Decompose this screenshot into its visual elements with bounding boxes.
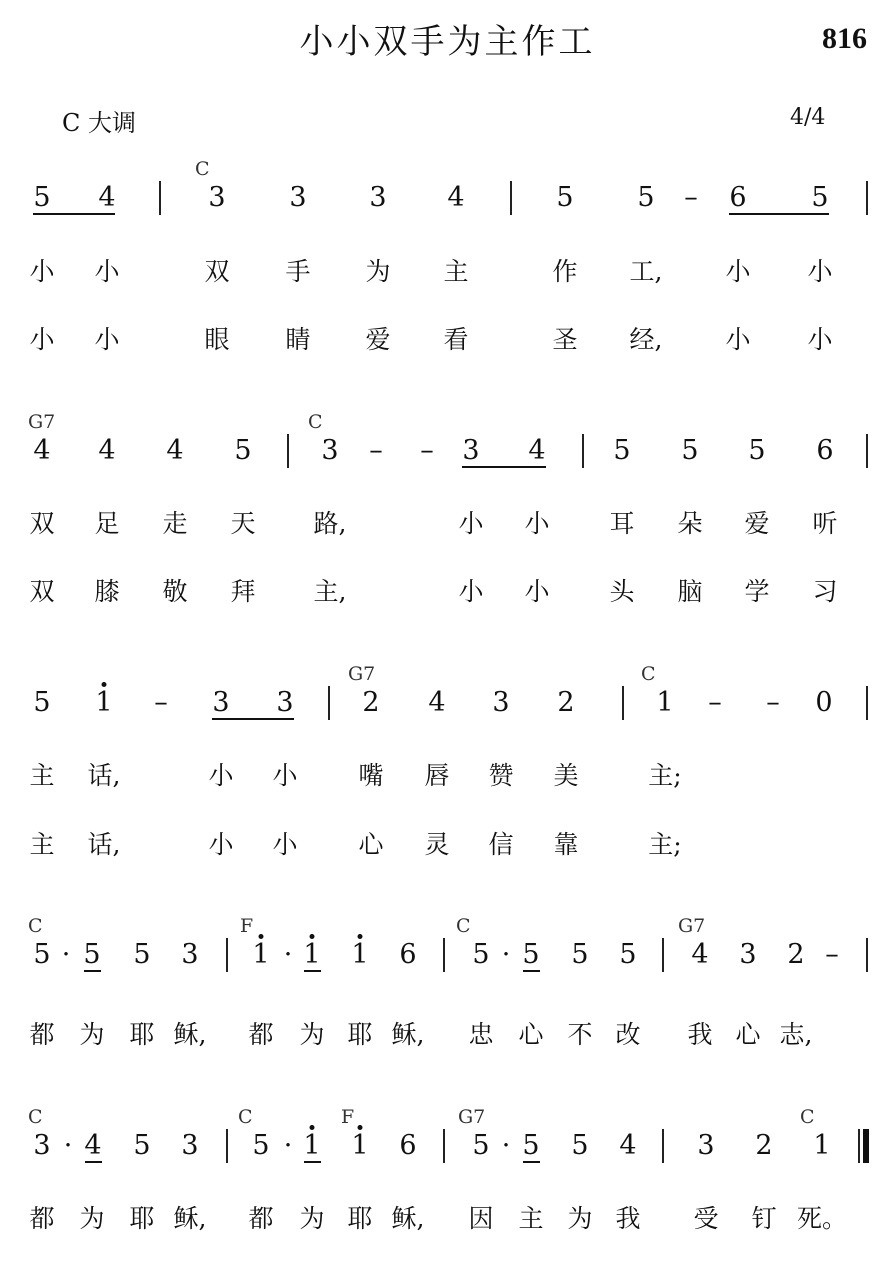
lyric-syllable: 敬 [162,577,188,606]
lyric-syllable: 都 [248,1020,274,1049]
lyric-syllable: 不 [567,1020,593,1049]
lyric-syllable: 志, [779,1020,813,1049]
note: 3 [369,182,387,213]
lyric-syllable: 主; [648,830,682,859]
beam-underline [523,1161,540,1163]
note: 1 [95,687,113,718]
barline [287,434,289,468]
lyric-syllable: 都 [29,1020,55,1049]
note: · [501,939,511,970]
lyric-syllable: 话, [87,761,121,790]
lyric-syllable: 小 [29,325,55,354]
lyric-syllable: 赞 [488,761,514,790]
note: 5 [571,939,589,970]
lyric-syllable: 主, [313,577,347,606]
lyric-syllable: 为 [299,1204,325,1233]
note: 5 [556,182,574,213]
note: 5 [571,1130,589,1161]
note: 5 [811,182,829,213]
note: 4 [84,1130,102,1161]
lyric-syllable: 听 [812,509,838,538]
note: 5 [522,939,540,970]
lyric-syllable: 习 [812,577,838,606]
note: 5 [472,939,490,970]
note: 4 [98,435,116,466]
barline [622,686,624,720]
lyric-syllable: 头 [609,577,635,606]
lyric-syllable: 受 [693,1204,719,1233]
final-barline-thin [858,1129,860,1163]
lyric-syllable: 唇 [424,761,450,790]
beam-underline [729,213,829,215]
lyric-syllable: 心 [735,1020,761,1049]
note: 2 [362,687,380,718]
barline [443,938,445,972]
lyric-syllable: 天 [230,509,256,538]
lyric-syllable: 小 [458,577,484,606]
note: 4 [691,939,709,970]
note: 1 [813,1130,831,1161]
lyric-syllable: 主 [29,761,55,790]
note: 5 [83,939,101,970]
note: 3 [208,182,226,213]
note: 6 [729,182,747,213]
lyric-syllable: 小 [725,325,751,354]
note: – [684,182,698,213]
note: – [420,435,434,466]
lyric-syllable: 心 [518,1020,544,1049]
note: 6 [399,939,417,970]
octave-dot [310,934,315,939]
beam-underline [84,970,101,972]
lyric-syllable: 主; [648,761,682,790]
note: 5 [133,1130,151,1161]
lyric-syllable: 圣 [552,325,578,354]
barline [159,181,161,215]
lyric-syllable: 耶 [347,1204,373,1233]
note: 2 [787,939,805,970]
beam-underline [85,1161,102,1163]
note: 5 [619,939,637,970]
note: 5 [133,939,151,970]
lyric-syllable: 为 [79,1020,105,1049]
beam-underline [462,466,546,468]
note: 5 [748,435,766,466]
lyric-syllable: 耶 [129,1020,155,1049]
lyric-syllable: 小 [94,325,120,354]
beam-underline [304,970,321,972]
note: 1 [656,687,674,718]
note: 3 [321,435,339,466]
lyric-syllable: 脑 [677,577,703,606]
lyric-syllable: 爱 [744,509,770,538]
barline [510,181,512,215]
note: 3 [181,939,199,970]
note: 6 [816,435,834,466]
lyric-syllable: 小 [524,577,550,606]
lyric-syllable: 嘴 [358,761,384,790]
lyric-syllable: 耳 [609,509,635,538]
lyric-syllable: 钉 [751,1204,777,1233]
note: 3 [276,687,294,718]
note: 3 [697,1130,715,1161]
lyric-syllable: 忠 [468,1020,494,1049]
lyric-syllable: 主 [443,257,469,286]
lyric-syllable: 路, [313,509,347,538]
lyric-syllable: 足 [94,509,120,538]
lyric-syllable: 信 [488,830,514,859]
beam-underline [212,718,294,720]
lyric-syllable: 拜 [230,577,256,606]
lyric-syllable: 主 [29,830,55,859]
barline [866,938,868,972]
lyric-syllable: 为 [299,1020,325,1049]
note: 3 [212,687,230,718]
lyric-syllable: 都 [29,1204,55,1233]
lyric-syllable: 小 [272,761,298,790]
lyric-syllable: 耶 [129,1204,155,1233]
lyric-syllable: 灵 [424,830,450,859]
lyric-syllable: 经, [629,325,663,354]
note: – [154,687,168,718]
lyric-syllable: 双 [204,257,230,286]
lyric-syllable: 双 [29,577,55,606]
barline [226,1129,228,1163]
chord-symbol: C [238,1106,253,1128]
barline [866,686,868,720]
lyric-syllable: 稣, [391,1204,425,1233]
lyric-syllable: 主 [518,1204,544,1233]
note: 5 [33,687,51,718]
note: 5 [33,182,51,213]
octave-dot [358,934,363,939]
note: 4 [166,435,184,466]
note: 5 [681,435,699,466]
note: 1 [351,1130,369,1161]
barline [662,938,664,972]
lyric-syllable: 稣, [173,1204,207,1233]
note: 3 [33,1130,51,1161]
lyric-syllable: 小 [94,257,120,286]
lyric-syllable: 眼 [204,325,230,354]
lyric-syllable: 小 [29,257,55,286]
beam-underline [33,213,115,215]
chord-symbol: G7 [678,915,706,937]
note: 1 [252,939,270,970]
barline [582,434,584,468]
note: 1 [351,939,369,970]
note: 4 [98,182,116,213]
note: 1 [303,939,321,970]
note: 4 [447,182,465,213]
chord-symbol: F [341,1106,355,1128]
lyric-syllable: 学 [744,577,770,606]
note: – [766,687,780,718]
lyric-syllable: 我 [615,1204,641,1233]
note: 3 [289,182,307,213]
lyric-syllable: 爱 [365,325,391,354]
note: 5 [252,1130,270,1161]
octave-dot [102,682,107,687]
lyric-syllable: 小 [272,830,298,859]
lyric-syllable: 改 [615,1020,641,1049]
time-signature: 4/4 [790,105,826,130]
lyric-syllable: 为 [365,257,391,286]
lyric-syllable: 耶 [347,1020,373,1049]
note: 3 [739,939,757,970]
octave-dot [358,1125,363,1130]
beam-underline [304,1161,321,1163]
note: – [825,939,839,970]
note: · [283,939,293,970]
hymn-title: 小小双手为主作工 [299,22,596,62]
chord-symbol: C [28,915,43,937]
lyric-syllable: 朵 [677,509,703,538]
lyric-syllable: 小 [458,509,484,538]
lyric-syllable: 睛 [285,325,311,354]
lyric-syllable: 心 [358,830,384,859]
lyric-syllable: 因 [468,1204,494,1233]
lyric-syllable: 稣, [391,1020,425,1049]
lyric-syllable: 靠 [553,830,579,859]
note: · [61,939,71,970]
note: 2 [557,687,575,718]
beam-underline [523,970,540,972]
lyric-syllable: 小 [807,257,833,286]
lyric-syllable: 小 [208,761,234,790]
chord-symbol: C [456,915,471,937]
chord-symbol: C [195,158,210,180]
barline [328,686,330,720]
chord-symbol: C [308,411,323,433]
note: 4 [428,687,446,718]
lyric-syllable: 小 [807,325,833,354]
note: 2 [755,1130,773,1161]
note: – [369,435,383,466]
note: 1 [303,1130,321,1161]
lyric-syllable: 稣, [173,1020,207,1049]
note: 3 [492,687,510,718]
note: – [708,687,722,718]
lyric-syllable: 走 [162,509,188,538]
note: 6 [399,1130,417,1161]
barline [662,1129,664,1163]
lyric-syllable: 膝 [94,577,120,606]
note: 4 [619,1130,637,1161]
chord-symbol: C [641,663,656,685]
note: 3 [462,435,480,466]
lyric-syllable: 我 [687,1020,713,1049]
note: 3 [181,1130,199,1161]
chord-symbol: C [28,1106,43,1128]
lyric-syllable: 工, [629,257,663,286]
note: 5 [472,1130,490,1161]
lyric-syllable: 小 [725,257,751,286]
lyric-syllable: 话, [87,830,121,859]
chord-symbol: C [800,1106,815,1128]
note: 5 [637,182,655,213]
note: 5 [613,435,631,466]
barline [226,938,228,972]
note: 5 [522,1130,540,1161]
lyric-syllable: 为 [79,1204,105,1233]
octave-dot [310,1125,315,1130]
chord-symbol: G7 [348,663,376,685]
barline [443,1129,445,1163]
note: 4 [33,435,51,466]
chord-symbol: G7 [458,1106,486,1128]
chord-symbol: F [240,915,254,937]
final-barline-thick [863,1129,869,1163]
lyric-syllable: 小 [208,830,234,859]
chord-symbol: G7 [28,411,56,433]
note: 5 [234,435,252,466]
note: 5 [33,939,51,970]
note: 4 [528,435,546,466]
note: · [63,1130,73,1161]
lyric-syllable: 双 [29,509,55,538]
barline [866,434,868,468]
hymn-number: 816 [822,22,867,55]
lyric-syllable: 都 [248,1204,274,1233]
lyric-syllable: 小 [524,509,550,538]
lyric-syllable: 美 [553,761,579,790]
note: 0 [815,687,833,718]
lyric-syllable: 作 [552,257,578,286]
lyric-syllable: 为 [567,1204,593,1233]
note: · [283,1130,293,1161]
barline [866,181,868,215]
lyric-syllable: 死。 [796,1204,848,1233]
note: · [501,1130,511,1161]
octave-dot [259,934,264,939]
lyric-syllable: 手 [285,257,311,286]
key-signature: C 大调 [62,109,136,137]
lyric-syllable: 看 [443,325,469,354]
